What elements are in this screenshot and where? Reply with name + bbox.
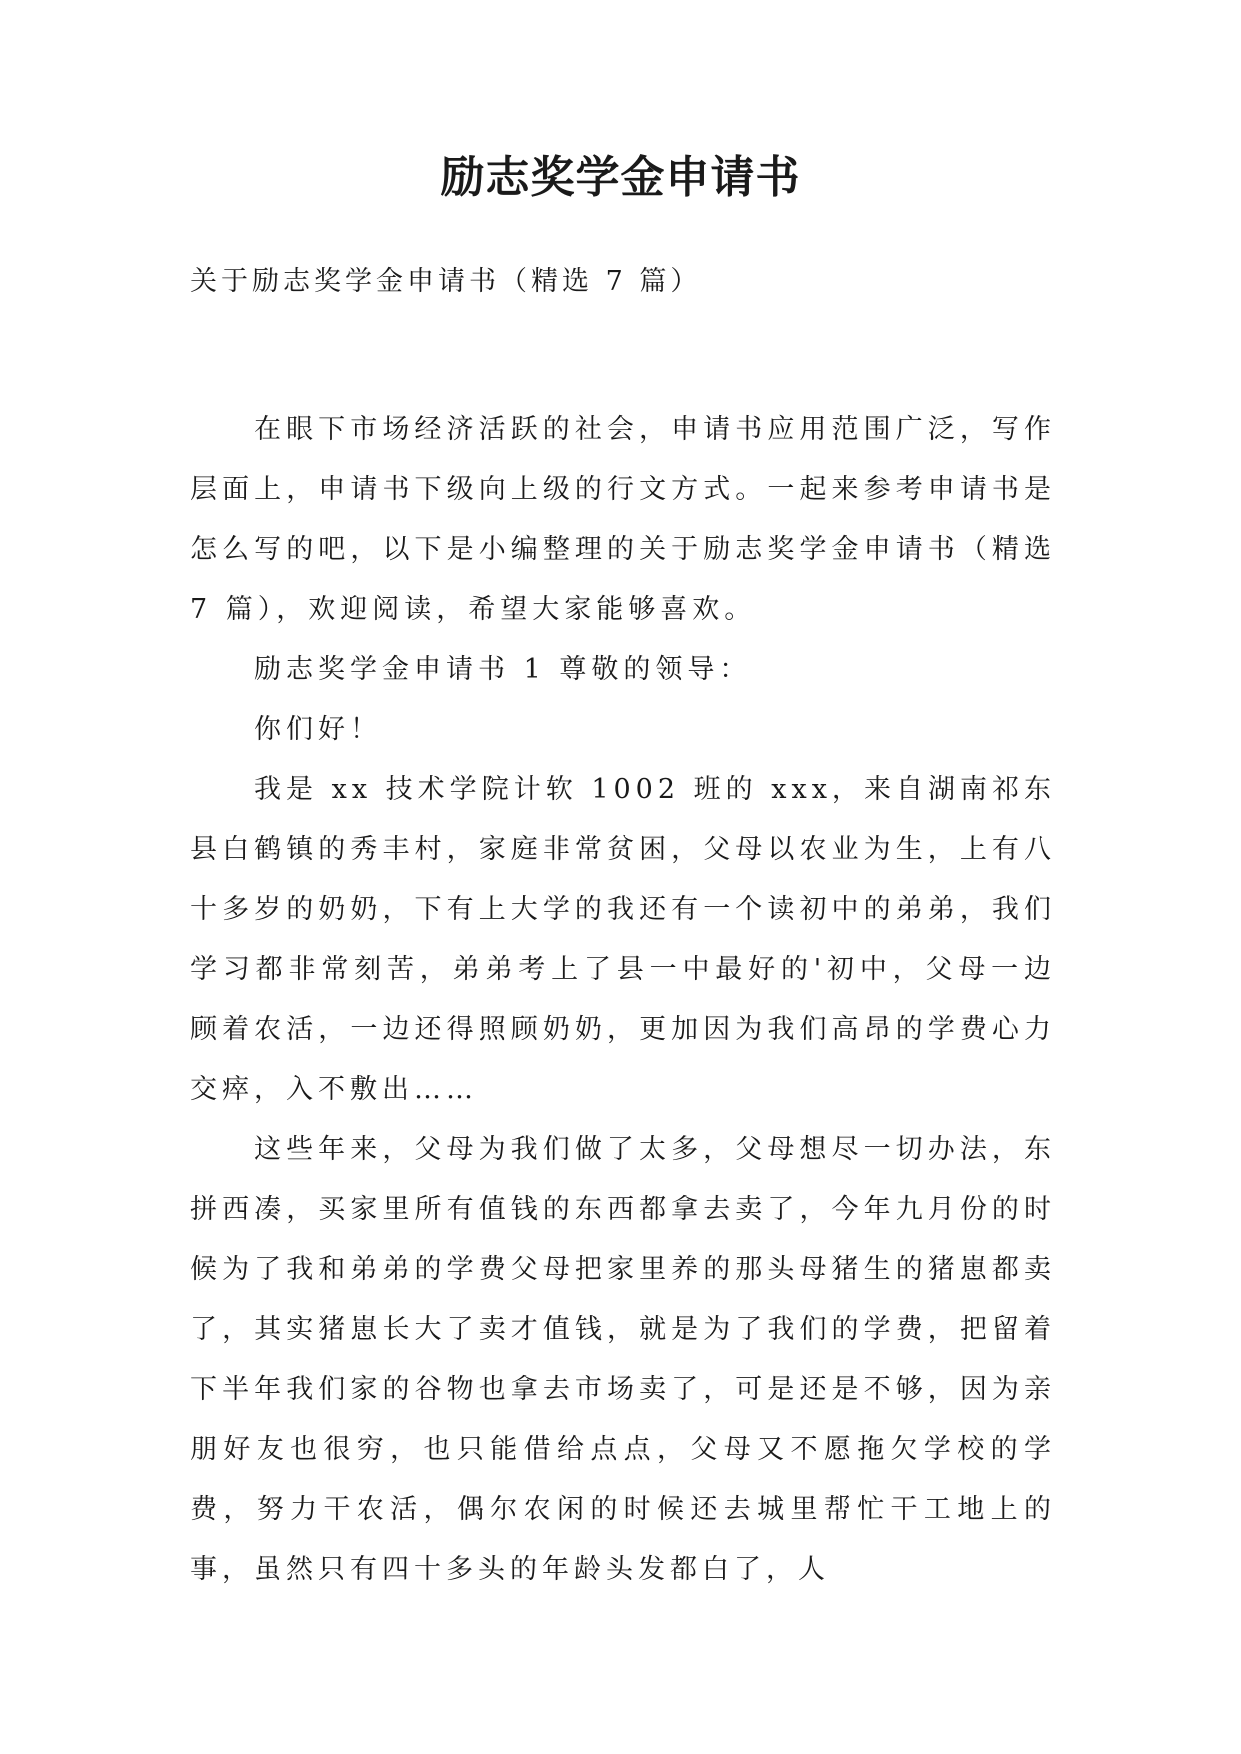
paragraph-parents: 这些年来，父母为我们做了太多，父母想尽一切办法，东拼西凑，买家里所有值钱的东西都拿去卖了，今年九月份的时候为了我和弟弟的学费父母把家里养的那头母猪生的猪崽都卖了，其实猪崽长大了卖才值钱，就是为了我们的学费，把留着下半年我们家的谷物也拿去市场卖了，可是还是不够，因为亲朋好友也很穷，也只能借给点点，父母又不愿拖欠学校的学费，努力干农活，偶尔农闲的时候还去城里帮忙干工地上的事，虽然只有四十多头的年龄头发都白了，人: [190, 1134, 1056, 1585]
paragraph-background: 我是 xx 技术学院计软 1002 班的 xxx，来自湖南祁东县白鹤镇的秀丰村，家庭非常贫困，父母以农业为生，上有八十多岁的奶奶，下有上大学的我还有一个读初中的弟弟，我们学习都非常刻苦，弟弟考上了县一中最好的'初中，父母一边顾着农活，一边还得照顾奶奶，更加因为我们高昂的学费心力交瘁，入不敷出……: [190, 774, 1056, 1105]
document-title: 励志奖学金申请书: [440, 152, 801, 203]
paragraph-greeting: 你们好！: [254, 714, 382, 745]
document-body: [190, 400, 1056, 1600]
document-subtitle: 关于励志奖学金申请书（精选 7 篇）: [190, 266, 702, 297]
paragraph-salutation: 励志奖学金申请书 1 尊敬的领导：: [254, 654, 752, 685]
paragraph-intro: 在眼下市场经济活跃的社会，申请书应用范围广泛，写作层面上，申请书下级向上级的行文方式。一起来参考申请书是怎么写的吧，以下是小编整理的关于励志奖学金申请书（精选 7 篇），欢迎阅读，希望大家能够喜欢。: [190, 414, 1056, 625]
